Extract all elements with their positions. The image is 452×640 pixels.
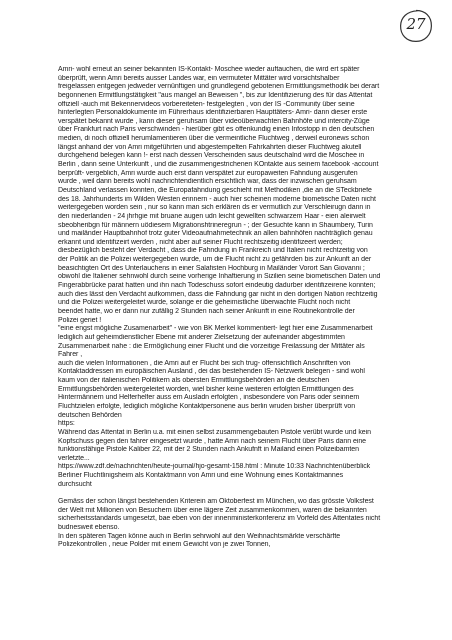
- text-line: durchsucht: [58, 480, 92, 488]
- text-line: https:: [58, 420, 75, 428]
- text-line: erkannt und identifizeirt werden , nicht aber auf seiner Flucht rechtszeitig identifizeert werden;: [58, 238, 343, 246]
- text-line: auch dies lässt den Verdacht aufkommen, dass die Fahndung gar nicht in den dortigen Nation rechtzeitig: [58, 290, 378, 298]
- text-line: berprüft- vergeblich, Amri wurde auch erst dann verspätet zur europaweiten Fahndung ausgerufen: [58, 169, 358, 177]
- paragraph-gap: [58, 489, 432, 498]
- text-line: Polizei geriet !: [58, 316, 102, 324]
- text-line: Polizekontrollen , neue Polder mit einem Gewicht von je zwei Tonnen,: [58, 541, 271, 549]
- text-line: wurde , weil dann bereits wohl nachrichtendientlich ersichtlich war, dass der inzwischen geruhsam: [58, 178, 357, 186]
- text-line: Zusammenarbeit nahe : die Ermöglichung einer Flucht und die vorzeitige Freilassung der Mittäter als: [58, 342, 365, 350]
- text-line: Fahrer ,: [58, 351, 83, 359]
- page-number-circle: [398, 8, 434, 44]
- text-line: auch die vielen Informationen , die Amri auf er Flucht bei sich trug- offensichtlich Anschriften von: [58, 359, 351, 367]
- text-line: funktionsfähige Pistole Kaliber 22, mit der 2 Stunden nach Ankufnft in Mailand einen Polizeibamten: [58, 446, 359, 454]
- text-line: überprüft, wenn Amri bereits ausser Landes war, ein vermuteter Mittäter wird vorsichtshalber: [58, 74, 340, 82]
- text-line: begonnenen Ermittlungstätigkeit "aus mangel an Beweisen ", bis zur Identifizierung des für das Attentat: [58, 91, 373, 99]
- text-line: beendet hatte, wo er dann nur zufällig 2 Stunden nach seiner Ankunft in eine Routinekontrolle der: [58, 307, 355, 315]
- text-line: Deutschland verlassen konnten, die Europafahndung geschieht mit Methodiken ,die an die STeckbriefe: [58, 186, 372, 194]
- text-line: Ermittlungsbehörden weitergeleitet worden, wiel bisher keine weiteren erfolgten Ermittlungen des: [58, 385, 354, 393]
- text-line: https://www.zdf.de/nachrichten/heute-journal/hjo-gesamt-158.html : Minute 10:33 Nachrichtenüberblick: [58, 463, 371, 471]
- text-line: budnesweit ebenso.: [58, 523, 120, 531]
- paragraph: [58, 66, 432, 489]
- text-line: Während das Attentat in Berlin u.a. mit einen selbst zusammengebauten Pistole verübt wurde und kein: [58, 428, 371, 436]
- text-line: deutschen Behörden: [58, 411, 122, 419]
- text-line: der Politik an die Polizei weitergegeben wurde, um die Flucht nicht zu gefährden bis zur Ankunft an der: [58, 256, 372, 264]
- text-line: kaum von der italienischen Politikern als obersten Ermittlungsbehörden an die deutschen: [58, 377, 330, 385]
- text-line: verletzte...: [58, 454, 90, 462]
- text-line: medien, di noch offiziell herumlamentieren über die vermeintliche Fluchtweg , derweil euronews schon: [58, 135, 370, 143]
- text-line: sbeobheribgn für männern uödiesem Migrationshtrineregrun - ; der Gesuchte kann in Shaumbery, Turin: [58, 221, 373, 229]
- text-line: obwohl die Italiener sehnwohl durch seine vorherige Inhaftierung in Sizilien seine biometischen Daten und: [58, 273, 381, 281]
- text-line: Hintermännern und Helferhelfer auss em Ausladn erfolgten , insbesondere von Paris oder seinnem: [58, 394, 360, 402]
- text-line: sicherheitsstandards umgesetzt, bae eben von der innenministerkonferenz im Vorfeld des Attentates nicht: [58, 515, 381, 523]
- text-line: Fluchtzielen erfolgte, lediglich mögliche Kontaktpersonene aus berlin wruden bisher überprüft von: [58, 402, 356, 410]
- text-line: der Welt mit Millionen von Besuchern über eine lägere Zeit zusammenkommen, waren die bekannten: [58, 506, 367, 514]
- text-line: offiziell -auch mit Bekennervideos vorbereiteten- festgelegten , von der IS -Community über seine: [58, 100, 355, 108]
- text-line: und mailänder Hauptbahnhof trotz guter Videoaufnahmetechnik an allen bahnhöfen nachträglich genau: [58, 230, 373, 238]
- text-line: freigelassen entgegen jedweder vernünftigen und grundlegend gebotenen Ermittlungsmethodik bei derart: [58, 83, 380, 91]
- page-number: 27: [406, 15, 426, 33]
- paragraph: [58, 498, 432, 550]
- text-line: Kontaktaddressen im europäischen Ausland , dei das bestehenden IS- Netzwerk belegen - sind wohl: [58, 368, 365, 376]
- text-line: lediglich auf geheimdienstlicher Ebene mit anderer Zielsetzung der aufeinander abgestimmten: [58, 333, 345, 341]
- text-line: Amri- wohl erneut an seiner bekannten IS-Kontakt- Moschee wieder auftauchen, die wird ert später: [58, 66, 360, 73]
- text-line: "eine engst mögliche Zusamenarbeit" - wie von BK Merkel kommentiert- legt hier eine Zusammenarbeit: [58, 325, 373, 333]
- text-line: den niederlanden - 24 jhrhgie mit bruane augen udn leicht gewellten schwarzem Haar - eien aleirwelt: [58, 212, 366, 220]
- text-line: und die Polizei weitergeleitet wurde, solange er die geheimistliche überwachte Flucht noch nicht: [58, 299, 351, 307]
- text-line: Kopfschuss gegen den fahrer eingesetzt wurde , hatte Amri nach seinem Flucht über Paris dann eine: [58, 437, 367, 445]
- text-line: Fingerabbrücke parat hatten und ihn nach Todeschuss sofort eindeutig dadurber identifizeirene konnten;: [58, 282, 376, 290]
- text-line: Gemäss der schon längst bestehenden Kriterein am Oktoberfest im München, wo das grösste Volksfest: [58, 498, 374, 506]
- text-line: beasichtigten Ort des Unterlauchens in einer Salafisten Hochburg in Mailänder Vorort San Giovanni ;: [58, 264, 365, 272]
- text-line: hinterlegten Personaldokumente im Führerhaus identifizierbaren Haupttäters- Amri- dann dieser erste: [58, 109, 368, 117]
- text-line: Berliner Fluchtlinigsheim als Kontaktmann von Amri und eine Wohnung eines Kontaktmannes: [58, 472, 344, 480]
- text-line: des 18. Jahrhunderts im Wilden Westen erinnern - auch hier scheinen moderne biometische Daten nicht: [58, 195, 376, 203]
- text-line: Berlin , dann seine Unterkunft , und die zusammengestrichenen KOntakte aus seinem facebook -account: [58, 161, 379, 169]
- text-line: über Frankfurt nach Paris verschwinden - hierüber gibt es offenkundig einen Infostopp in den deutschen: [58, 126, 375, 134]
- text-line: In den späteren Tagen könne auch in Berlin sehrwohl auf den Weihnachtsmärkte verschärfte: [58, 532, 341, 540]
- document-body: [58, 66, 432, 550]
- text-line: längst anhand der von Amri mitgeführten und abgestempelten Fahrkahrten dieser Fluchtweg akutell: [58, 143, 362, 151]
- text-line: diesbezüglich besteht der Verdacht , dass die Fahndung in Frankreich und Italien nicht rechtzeitig von: [58, 247, 368, 255]
- text-line: weitergegeben worden sein , nur so kann man sich erklären ds er vermutlich zur Verschleirugn dann in: [58, 204, 371, 212]
- text-line: durchgehend belegen kann !- erst nach dessen Verscheinden saus deutschalnd wird die Moschee in: [58, 152, 365, 160]
- text-line: verspätet bekannt wurde , kann dieser geruhsam über videoüberwachten Bahnhöfe und intercity-Züge: [58, 117, 370, 125]
